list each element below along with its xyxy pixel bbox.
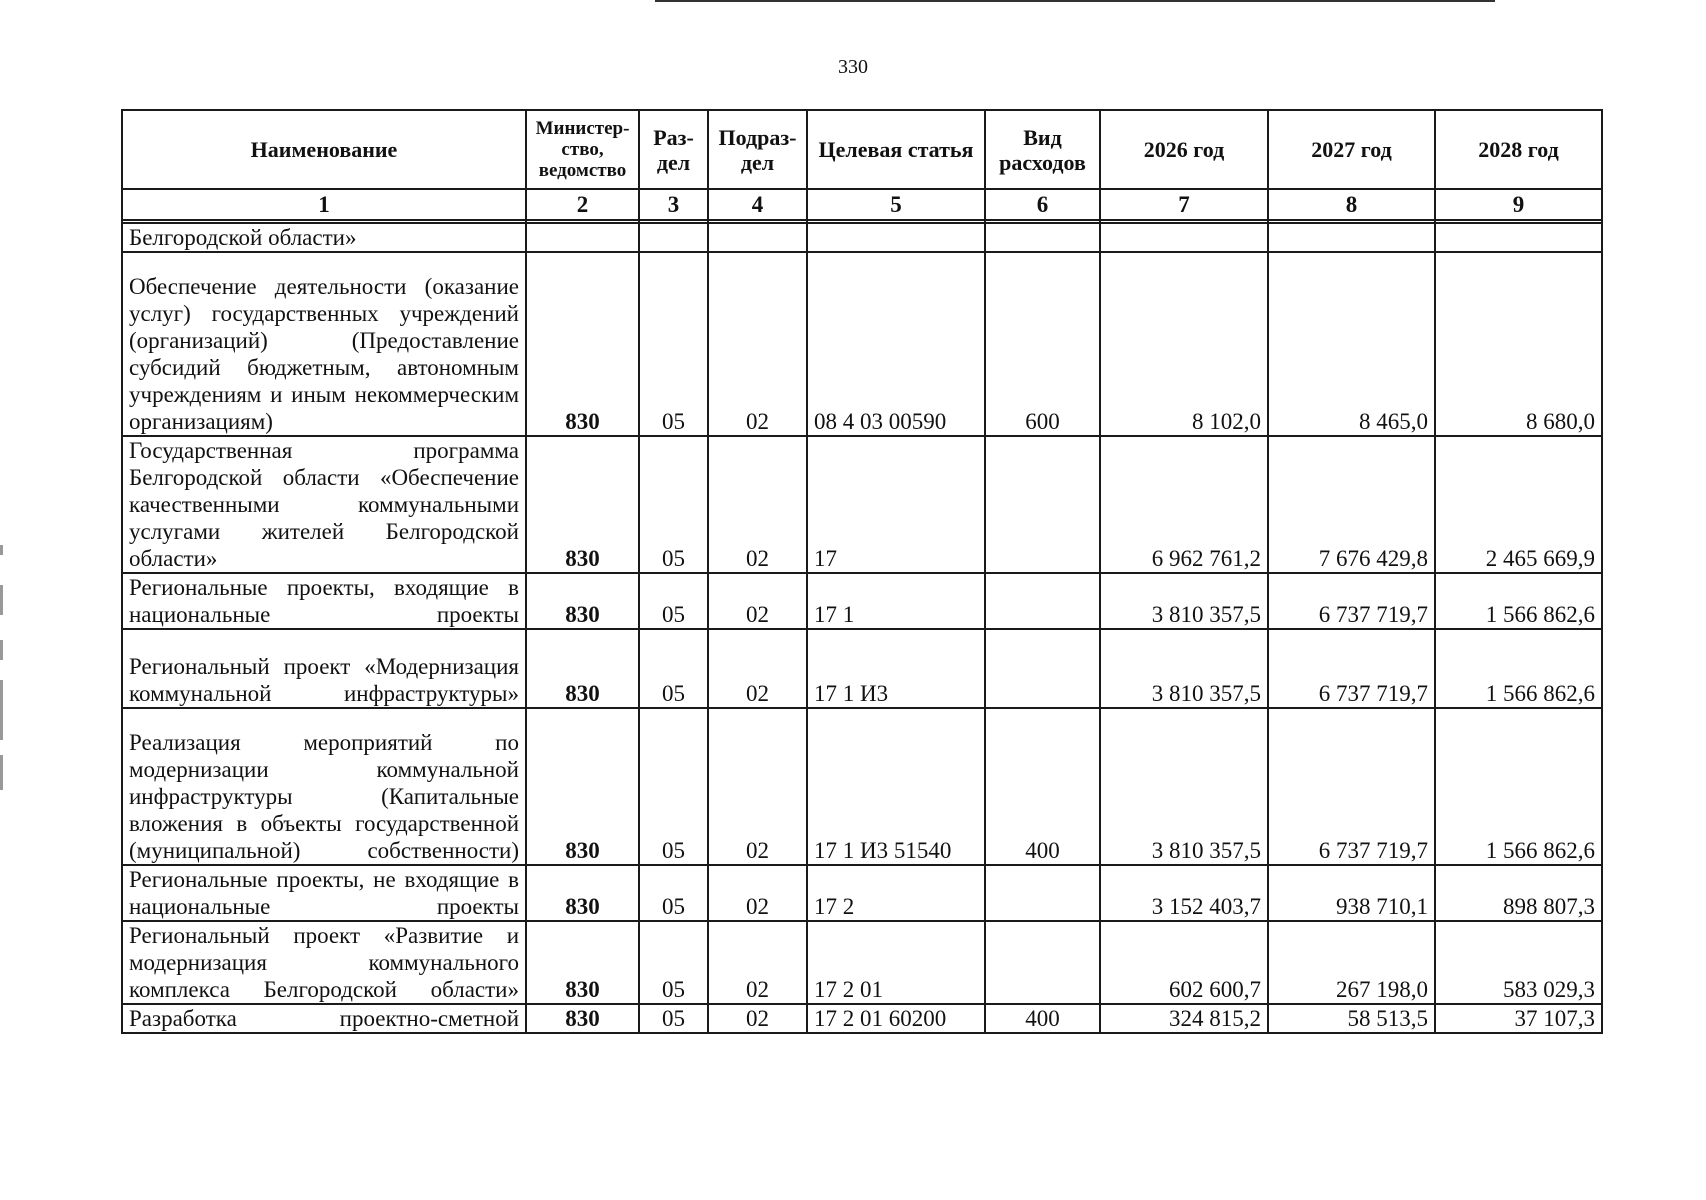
- column-number: 5: [807, 189, 985, 220]
- header-2026: 2026 год: [1100, 110, 1268, 189]
- row-expense-type: [985, 573, 1100, 629]
- row-2028: 898 807,3: [1435, 865, 1602, 921]
- row-podrazdel: 02: [708, 708, 807, 865]
- page-number: 330: [838, 56, 868, 78]
- row-target-article: 17 2 01: [807, 921, 985, 1004]
- table-row: [122, 921, 1602, 1004]
- row-2026: 3 810 357,5: [1100, 708, 1268, 865]
- row-name: Региональные проекты, не входящие в национальные проекты: [122, 865, 526, 921]
- table-row: [122, 708, 1602, 865]
- row-razdel: 05: [639, 1004, 708, 1033]
- table-row: [122, 1004, 1602, 1033]
- row-target-article: 17 2: [807, 865, 985, 921]
- row-expense-type: 400: [985, 1004, 1100, 1033]
- header-2028: 2028 год: [1435, 110, 1602, 189]
- budget-table: [121, 109, 1603, 1034]
- row-name: Реализация мероприятий по модернизации коммунальной инфраструктуры (Капитальные вложения в объекты государственной (муниципальной) собственности): [122, 708, 526, 865]
- row-ministry: 830: [526, 865, 639, 921]
- header-row: [122, 110, 1602, 189]
- header-name: Наименование: [122, 110, 526, 189]
- row-2028: 583 029,3: [1435, 921, 1602, 1004]
- row-razdel: 05: [639, 573, 708, 629]
- table-row: [122, 436, 1602, 573]
- header-ministry: Министер-ство, ведомство: [526, 110, 639, 189]
- row-2026: [1100, 223, 1268, 252]
- row-name: Региональный проект «Развитие и модернизация коммунального комплекса Белгородской области»: [122, 921, 526, 1004]
- column-number: 2: [526, 189, 639, 220]
- row-ministry: 830: [526, 252, 639, 436]
- row-expense-type: [985, 865, 1100, 921]
- row-2026: 324 815,2: [1100, 1004, 1268, 1033]
- header-target-article: Целевая статья: [807, 110, 985, 189]
- row-podrazdel: 02: [708, 573, 807, 629]
- row-2026: 3 810 357,5: [1100, 573, 1268, 629]
- row-ministry: 830: [526, 1004, 639, 1033]
- column-number: 8: [1268, 189, 1435, 220]
- row-2027: [1268, 223, 1435, 252]
- row-razdel: 05: [639, 629, 708, 708]
- row-name: Государственная программа Белгородской области «Обеспечение качественными коммунальными услугами жителей Белгородской области»: [122, 436, 526, 573]
- column-number: 6: [985, 189, 1100, 220]
- row-ministry: 830: [526, 436, 639, 573]
- row-target-article: 17: [807, 436, 985, 573]
- row-razdel: 05: [639, 865, 708, 921]
- header-podrazdel: Подраз-дел: [708, 110, 807, 189]
- row-2027: 58 513,5: [1268, 1004, 1435, 1033]
- scan-edge-marks: [0, 545, 3, 790]
- table-row: [122, 252, 1602, 436]
- header-2027: 2027 год: [1268, 110, 1435, 189]
- row-ministry: 830: [526, 573, 639, 629]
- row-razdel: 05: [639, 921, 708, 1004]
- row-expense-type: [985, 436, 1100, 573]
- row-podrazdel: 02: [708, 1004, 807, 1033]
- row-razdel: [639, 223, 708, 252]
- row-expense-type: 600: [985, 252, 1100, 436]
- row-2028: 8 680,0: [1435, 252, 1602, 436]
- row-2027: 7 676 429,8: [1268, 436, 1435, 573]
- row-name: Региональные проекты, входящие в национальные проекты: [122, 573, 526, 629]
- row-2026: 6 962 761,2: [1100, 436, 1268, 573]
- table-row: [122, 573, 1602, 629]
- row-expense-type: [985, 921, 1100, 1004]
- row-2028: 37 107,3: [1435, 1004, 1602, 1033]
- row-target-article: 08 4 03 00590: [807, 252, 985, 436]
- row-podrazdel: 02: [708, 629, 807, 708]
- column-number: 1: [122, 189, 526, 220]
- column-number: 7: [1100, 189, 1268, 220]
- row-2028: 1 566 862,6: [1435, 573, 1602, 629]
- table-row: [122, 865, 1602, 921]
- row-name: Обеспечение деятельности (оказание услуг) государственных учреждений (организаций) (Предоставление субсидий бюджетным, автономным учреждениям и иным некоммерческим организациям): [122, 252, 526, 436]
- row-2027: 8 465,0: [1268, 252, 1435, 436]
- row-ministry: 830: [526, 708, 639, 865]
- table-row: [122, 629, 1602, 708]
- row-2027: 6 737 719,7: [1268, 573, 1435, 629]
- row-2026: 8 102,0: [1100, 252, 1268, 436]
- row-2026: 602 600,7: [1100, 921, 1268, 1004]
- row-2028: 1 566 862,6: [1435, 708, 1602, 865]
- row-ministry: 830: [526, 629, 639, 708]
- row-2027: 267 198,0: [1268, 921, 1435, 1004]
- column-number: 9: [1435, 189, 1602, 220]
- row-razdel: 05: [639, 252, 708, 436]
- row-razdel: 05: [639, 436, 708, 573]
- row-podrazdel: 02: [708, 921, 807, 1004]
- row-target-article: 17 2 01 60200: [807, 1004, 985, 1033]
- header-expense-type: Вид расходов: [985, 110, 1100, 189]
- row-expense-type: [985, 223, 1100, 252]
- row-podrazdel: 02: [708, 436, 807, 573]
- row-razdel: 05: [639, 708, 708, 865]
- row-expense-type: 400: [985, 708, 1100, 865]
- column-number: 4: [708, 189, 807, 220]
- row-2028: 2 465 669,9: [1435, 436, 1602, 573]
- row-podrazdel: 02: [708, 252, 807, 436]
- row-target-article: [807, 223, 985, 252]
- table-body: [122, 223, 1602, 1033]
- row-name: Разработка проектно-сметной: [122, 1004, 526, 1033]
- column-number: 3: [639, 189, 708, 220]
- row-ministry: [526, 223, 639, 252]
- row-2028: [1435, 223, 1602, 252]
- row-2027: 938 710,1: [1268, 865, 1435, 921]
- row-2026: 3 810 357,5: [1100, 629, 1268, 708]
- row-name: Белгородской области»: [122, 223, 526, 252]
- row-2027: 6 737 719,7: [1268, 629, 1435, 708]
- row-ministry: 830: [526, 921, 639, 1004]
- row-podrazdel: [708, 223, 807, 252]
- row-expense-type: [985, 629, 1100, 708]
- header-razdel: Раз-дел: [639, 110, 708, 189]
- row-target-article: 17 1: [807, 573, 985, 629]
- row-2027: 6 737 719,7: [1268, 708, 1435, 865]
- row-2028: 1 566 862,6: [1435, 629, 1602, 708]
- table-row: [122, 223, 1602, 252]
- row-podrazdel: 02: [708, 865, 807, 921]
- row-name: Региональный проект «Модернизация коммунальной инфраструктуры»: [122, 629, 526, 708]
- scan-top-line: [655, 0, 1495, 2]
- column-number-row: [122, 189, 1602, 220]
- row-target-article: 17 1 И3 51540: [807, 708, 985, 865]
- row-target-article: 17 1 И3: [807, 629, 985, 708]
- row-2026: 3 152 403,7: [1100, 865, 1268, 921]
